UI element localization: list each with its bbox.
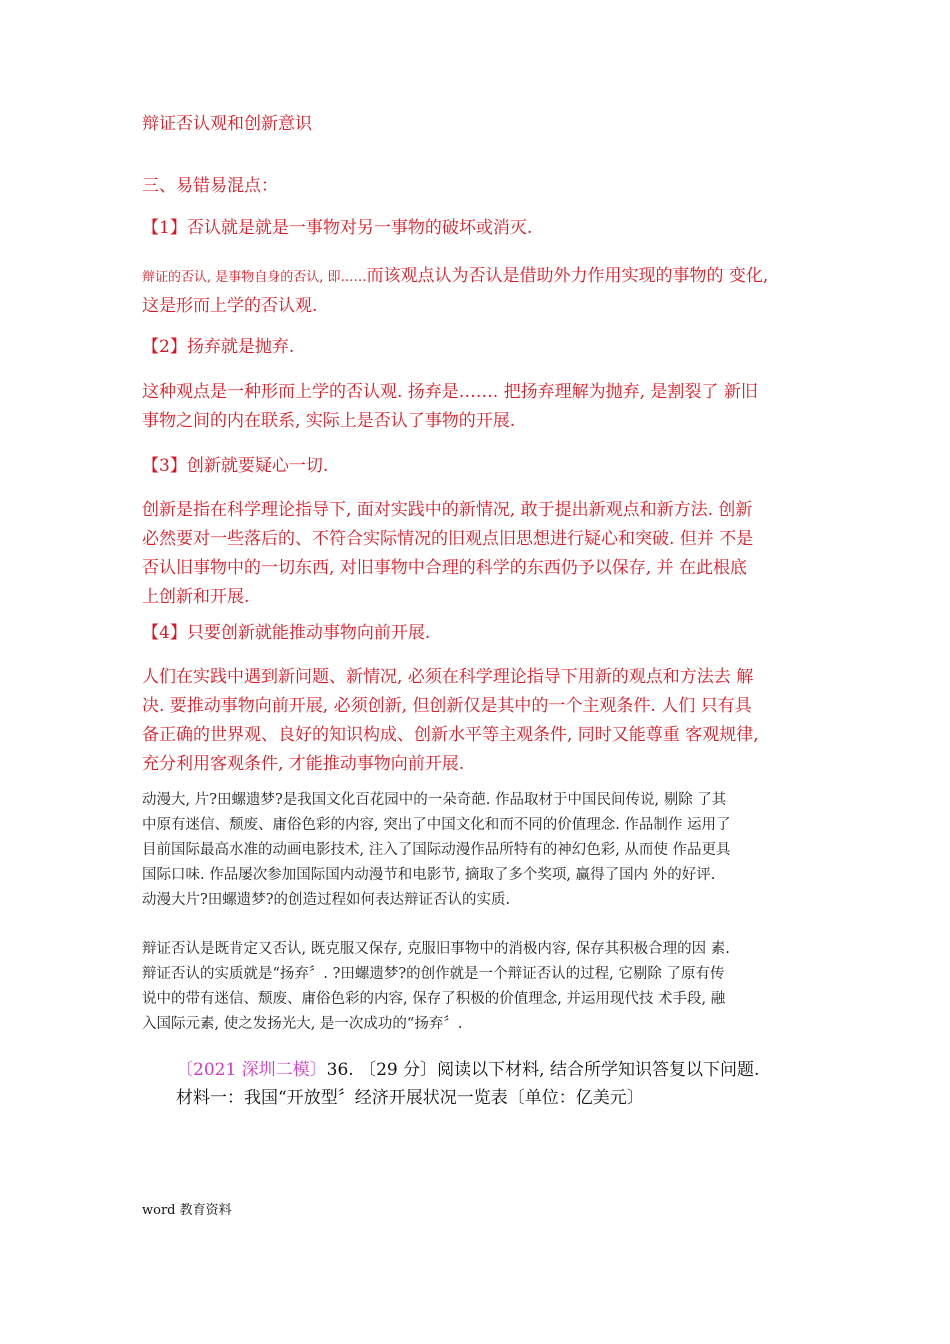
point-4-heading: 【4】只要创新就能推动事物向前开展. bbox=[142, 623, 431, 643]
point-1-text: 而该观点认为否认是借助外力作用实现的事物的 变化, 这是形而上学的否认观. bbox=[142, 266, 769, 316]
page-footer: word 教育资料 bbox=[142, 1203, 232, 1218]
document-title: 辩证否认观和创新意识 bbox=[142, 114, 312, 134]
exam-question-text: 36. 〔29 分〕阅读以下材料, 结合所学知识答复以下问题. bbox=[326, 1060, 760, 1080]
point-1-body bbox=[142, 262, 842, 321]
point-4-body: 人们在实践中遇到新问题、新情况, 必须在科学理论指导下用新的观点和方法去 解 决. 要推动事物向前开展, 必须创新, 但创新仅是其中的一个主观条件. 人们 只有具 备正确的世界观、良好的知识构成、创新水平等主观条件, 同时又能尊重 客观规律, 充分利用客观条件, 才能推动事物向前开展. bbox=[142, 667, 759, 774]
point-2-heading: 【2】扬弃就是抛弃. bbox=[142, 337, 295, 357]
section-heading: 三、易错易混点： bbox=[142, 176, 278, 196]
exam-source: 〔2021 深圳二模〕 bbox=[176, 1060, 327, 1080]
point-1-lead: 辩证的否认, 是事物自身的否认, 即…… bbox=[142, 270, 367, 285]
exam-question bbox=[176, 1056, 759, 1112]
point-3-heading: 【3】创新就要疑心一切. bbox=[142, 456, 329, 476]
point-2-body: 这种观点是一种形而上学的否认观. 扬弃是……. 把扬弃理解为抛弃, 是割裂了 新旧 事物之间的内在联系, 实际上是否认了事物的开展. bbox=[142, 382, 758, 431]
answer-paragraph: 辩证否认是既肯定又否认, 既克服又保存, 克服旧事物中的消极内容, 保存其积极合理的因 素. 辩证否认的实质就是“扬弃〞. ?田螺遗梦?的创作就是一个辩证否认的过程, 它剔除 了原有传 说中的带有迷信、颓废、庸俗色彩的内容, 保存了积极的价值理念, 并运用现代技 术手段, 融 入国际元素, 使之发扬光大, 是一次成功的“扬弃〞. bbox=[142, 941, 730, 1032]
point-1-heading: 【1】否认就是就是一事物对另一事物的破坏或消灭. bbox=[142, 218, 533, 238]
exam-material: 材料一：我国“开放型〞经济开展状况一览表〔单位：亿美元〕 bbox=[176, 1088, 644, 1108]
exam-question-line bbox=[176, 1056, 759, 1084]
point-3-body: 创新是指在科学理论指导下, 面对实践中的新情况, 敢于提出新观点和新方法. 创新 必然要对一些落后的、不符合实际情况的旧观点旧思想进行疑心和突破. 但并 不是 否认旧事物中的一切东西, 对旧事物中合理的科学的东西仍予以保存, 并 在此根底 上创新和开展. bbox=[142, 500, 754, 607]
case-paragraph: 动漫大, 片?田螺遗梦?是我国文化百花园中的一朵奇葩. 作品取材于中国民间传说, 剔除 了其 中原有迷信、颓废、庸俗色彩的内容, 突出了中国文化和而不同的价值理念. 作品制作 运用了 目前国际最高水准的动画电影技术, 注入了国际动漫作品所特有的神幻色彩, 从而使 作品更具 国际口味. 作品屡次参加国际国内动漫节和电影节, 摘取了多个奖项, 赢得了国内 外的好评. 动漫大片?田螺遗梦?的创造过程如何表达辩证否认的实质. bbox=[142, 792, 731, 908]
